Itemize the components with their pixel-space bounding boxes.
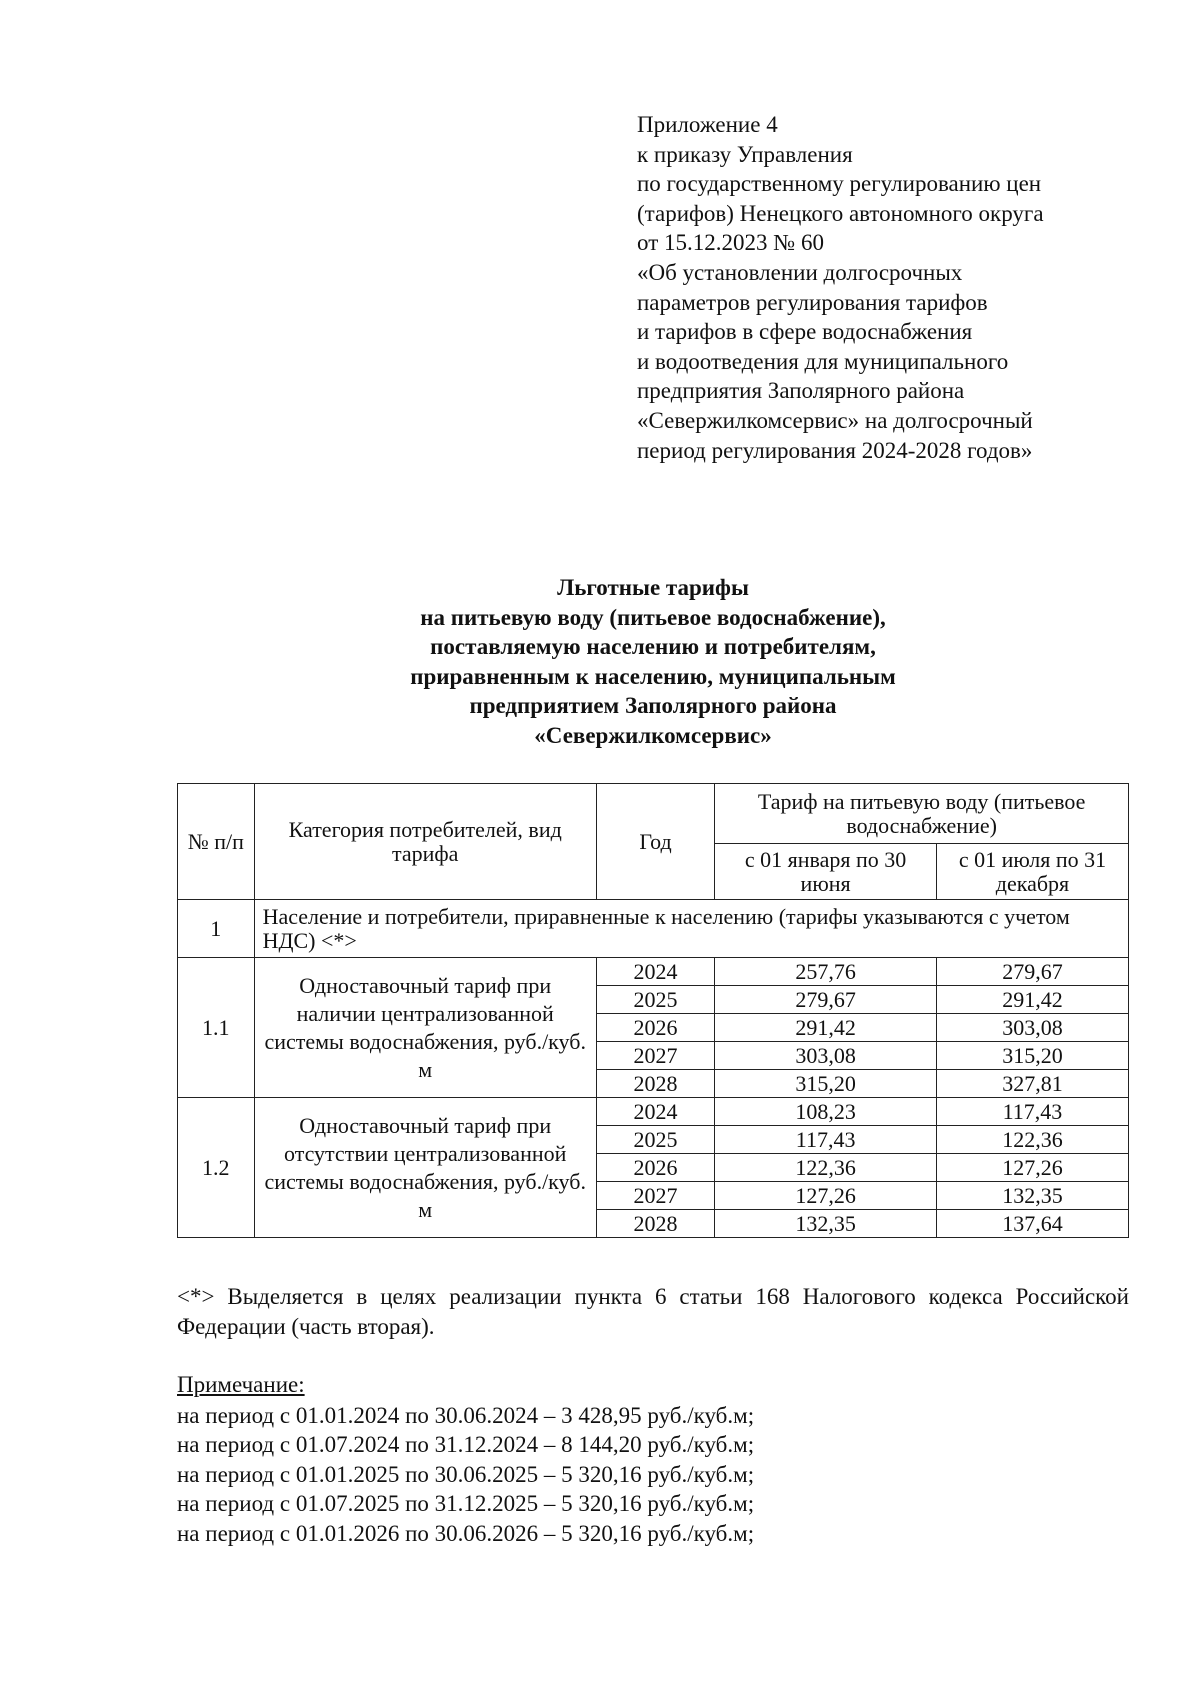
note-block [177, 1370, 1077, 1549]
title-line: поставляемую населению и потребителям, [430, 634, 876, 659]
value-h2-cell: 117,43 [936, 1098, 1128, 1126]
year-cell: 2028 [596, 1210, 714, 1238]
appendix-line: (тарифов) Ненецкого автономного округа [637, 200, 1044, 226]
year-cell: 2027 [596, 1182, 714, 1210]
value-h2-cell: 327,81 [936, 1070, 1128, 1098]
table-row [178, 958, 1129, 986]
value-h1-cell: 127,26 [715, 1182, 937, 1210]
value-h1-cell: 122,36 [715, 1154, 937, 1182]
note-line: на период с 01.01.2024 по 30.06.2024 – 3 428,95 руб./куб.м; [177, 1402, 755, 1428]
header-period-1: с 01 января по 30 июня [715, 844, 937, 900]
value-h2-cell: 291,42 [936, 986, 1128, 1014]
value-h1-cell: 257,76 [715, 958, 937, 986]
section-num: 1 [178, 900, 255, 958]
footnote: <*> Выделяется в целях реализации пункта 6 статьи 168 Налогового кодекса Российской Федерации (часть вторая). [177, 1284, 1129, 1339]
year-cell: 2028 [596, 1070, 714, 1098]
value-h2-cell: 303,08 [936, 1014, 1128, 1042]
title-line: Льготные тарифы [557, 575, 749, 600]
note-title: Примечание: [177, 1372, 305, 1397]
appendix-header [637, 110, 1157, 465]
year-cell: 2024 [596, 1098, 714, 1126]
title-line: приравненным к населению, муниципальным [410, 663, 896, 689]
appendix-line: «Севержилкомсервис» на долгосрочный [637, 407, 1033, 433]
appendix-line: Приложение 4 [637, 112, 778, 137]
group-category: Одноставочный тариф при отсутствии централизованной системы водоснабжения, руб./куб. м [254, 1098, 596, 1238]
header-category: Категория потребителей, вид тарифа [254, 784, 596, 900]
value-h1-cell: 279,67 [715, 986, 937, 1014]
value-h1-cell: 117,43 [715, 1126, 937, 1154]
title-line: «Севержилкомсервис» [534, 722, 772, 748]
value-h1-cell: 108,23 [715, 1098, 937, 1126]
appendix-line: параметров регулирования тарифов [637, 289, 988, 315]
header-tariff: Тариф на питьевую воду (питьевое водоснабжение) [715, 784, 1129, 844]
value-h2-cell: 127,26 [936, 1154, 1128, 1182]
document-title [0, 573, 1200, 750]
appendix-line: период регулирования 2024-2028 годов» [637, 437, 1033, 463]
header-year: Год [596, 784, 714, 900]
value-h2-cell: 315,20 [936, 1042, 1128, 1070]
tariff-table [177, 783, 1129, 1238]
table-row [178, 1098, 1129, 1126]
year-cell: 2026 [596, 1014, 714, 1042]
header-period-2: с 01 июля по 31 декабря [936, 844, 1128, 900]
group-num: 1.2 [178, 1098, 255, 1238]
appendix-line: предприятия Заполярного района [637, 378, 965, 404]
value-h2-cell: 279,67 [936, 958, 1128, 986]
title-line: на питьевую воду (питьевое водоснабжение), [420, 604, 886, 630]
value-h1-cell: 315,20 [715, 1070, 937, 1098]
note-line: на период с 01.07.2024 по 31.12.2024 – 8 144,20 руб./куб.м; [177, 1432, 755, 1458]
group-category: Одноставочный тариф при наличии централизованной системы водоснабжения, руб./куб. м [254, 958, 596, 1098]
note-line: на период с 01.07.2025 по 31.12.2025 – 5 320,16 руб./куб.м; [177, 1491, 755, 1517]
note-line: на период с 01.01.2025 по 30.06.2025 – 5 320,16 руб./куб.м; [177, 1461, 755, 1487]
year-cell: 2024 [596, 958, 714, 986]
group-num: 1.1 [178, 958, 255, 1098]
header-num: № п/п [178, 784, 255, 900]
year-cell: 2026 [596, 1154, 714, 1182]
note-line: на период с 01.01.2026 по 30.06.2026 – 5 320,16 руб./куб.м; [177, 1520, 755, 1546]
section-text: Население и потребители, приравненные к населению (тарифы указываются с учетом НДС) <*> [254, 900, 1128, 958]
appendix-line: по государственному регулированию цен [637, 171, 1042, 197]
value-h2-cell: 132,35 [936, 1182, 1128, 1210]
appendix-line: к приказу Управления [637, 141, 853, 167]
appendix-line: от 15.12.2023 № 60 [637, 230, 824, 256]
year-cell: 2025 [596, 986, 714, 1014]
appendix-line: и водоотведения для муниципального [637, 348, 1009, 374]
appendix-line: и тарифов в сфере водоснабжения [637, 319, 973, 345]
value-h1-cell: 291,42 [715, 1014, 937, 1042]
value-h1-cell: 132,35 [715, 1210, 937, 1238]
title-line: предприятием Заполярного района [469, 693, 837, 718]
value-h2-cell: 137,64 [936, 1210, 1128, 1238]
appendix-line: «Об установлении долгосрочных [637, 259, 963, 285]
value-h1-cell: 303,08 [715, 1042, 937, 1070]
year-cell: 2025 [596, 1126, 714, 1154]
value-h2-cell: 122,36 [936, 1126, 1128, 1154]
section-row [178, 900, 1129, 958]
year-cell: 2027 [596, 1042, 714, 1070]
